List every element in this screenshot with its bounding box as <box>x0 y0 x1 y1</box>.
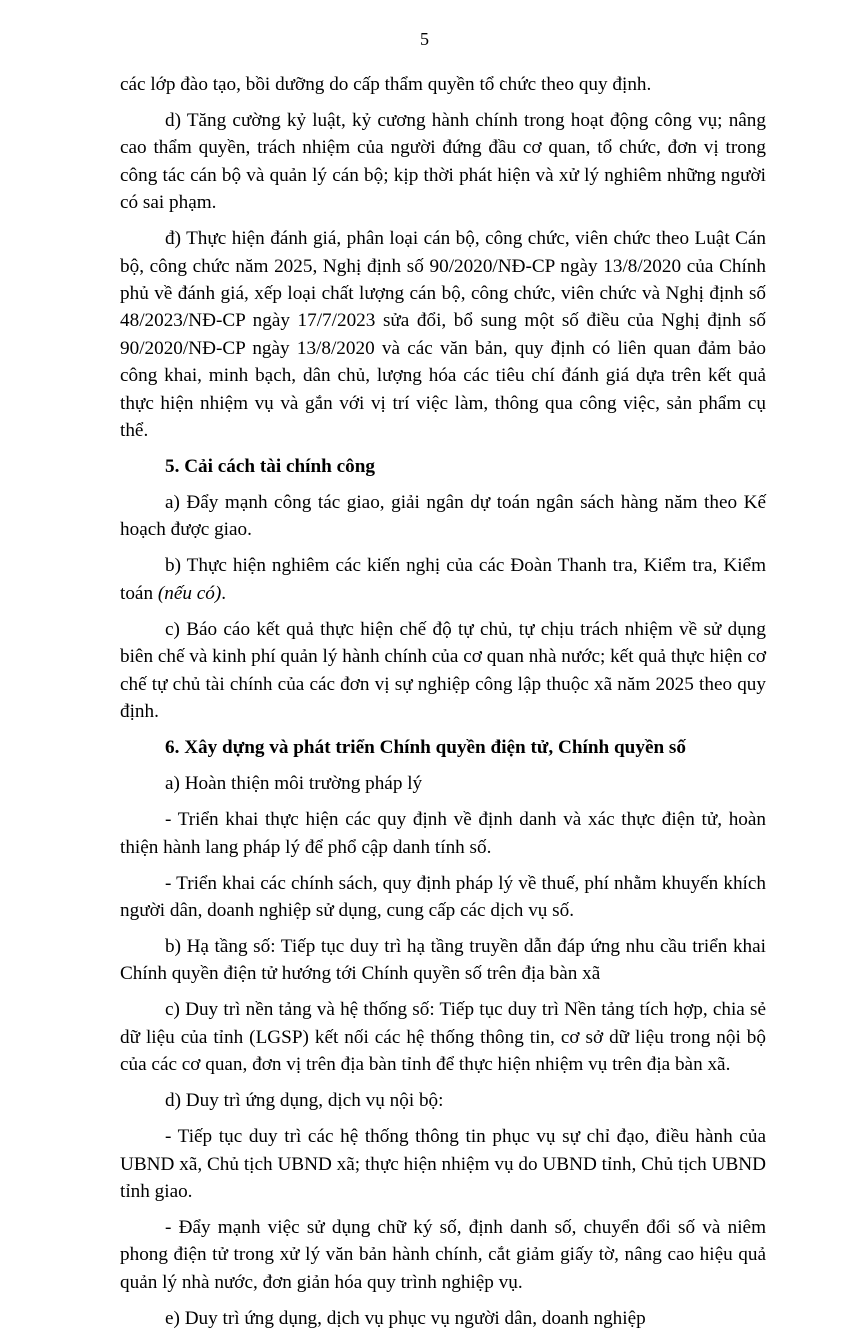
paragraph-continuation: các lớp đào tạo, bồi dưỡng do cấp thẩm quyền tổ chức theo quy định. <box>120 74 652 95</box>
document-body <box>120 71 766 1341</box>
paragraph-6d-bullet-1: - Tiếp tục duy trì các hệ thống thông tin phục vụ sự chỉ đạo, điều hành của UBND xã, Chủ tịch UBND xã; thực hiện nhiệm vụ do UBND tỉnh, Chủ tịch UBND tỉnh giao. <box>120 1126 766 1202</box>
paragraph-6d-bullet-2: - Đẩy mạnh việc sử dụng chữ ký số, định danh số, chuyển đổi số và niêm phong điện tử trong xử lý văn bản hành chính, cắt giảm giấy tờ, nâng cao hiệu quả quản lý nhà nước, đơn giản hóa quy trình nghiệp vụ. <box>120 1216 766 1293</box>
paragraph-5c: c) Báo cáo kết quả thực hiện chế độ tự chủ, tự chịu trách nhiệm về sử dụng biên chế và kinh phí quản lý hành chính của cơ quan nhà nước; kết quả thực hiện cơ chế tự chủ tài chính của các đơn vị sự nghiệp công lập thuộc xã năm 2025 theo quy định. <box>120 618 766 723</box>
paragraph-6a-bullet-2: - Triển khai các chính sách, quy định pháp lý về thuế, phí nhằm khuyến khích người dân, doanh nghiệp sử dụng, cung cấp các dịch vụ số. <box>120 872 766 921</box>
paragraph-6e: e) Duy trì ứng dụng, dịch vụ phục vụ người dân, doanh nghiệp <box>165 1307 646 1329</box>
section-heading-6: 6. Xây dựng và phát triển Chính quyền điện tử, Chính quyền số <box>165 737 686 759</box>
paragraph-6a-bullet-1: - Triển khai thực hiện các quy định về định danh và xác thực điện tử, hoàn thiện hành lang pháp lý để phổ cập danh tính số. <box>120 809 766 858</box>
paragraph-item-dd: đ) Thực hiện đánh giá, phân loại cán bộ, công chức, viên chức theo Luật Cán bộ, công chức năm 2025, Nghị định số 90/2020/NĐ-CP ngày 13/8/2020 của Chính phủ về đánh giá, xếp loại chất lượng cán bộ, công chức, viên chức và Nghị định số 48/2023/NĐ-CP ngày 17/7/2023 sửa đổi, bổ sung một số điều của Nghị định số 90/2020/NĐ-CP ngày 13/8/2020 và các văn bản, quy định có liên quan đảm bảo công khai, minh bạch, dân chủ, lượng hóa các tiêu chí đánh giá dựa trên kết quả thực hiện nhiệm vụ và gắn với vị trí việc làm, thông qua công việc, sản phẩm cụ thể. <box>120 228 766 442</box>
paragraph-item-d: d) Tăng cường kỷ luật, kỷ cương hành chính trong hoạt động công vụ; nâng cao thẩm quyền, trách nhiệm của người đứng đầu cơ quan, tổ chức, đơn vị trong công tác cán bộ và quản lý cán bộ; kịp thời phát hiện và xử lý nghiêm những người có sai phạm. <box>120 110 766 214</box>
paragraph-6c: c) Duy trì nền tảng và hệ thống số: Tiếp tục duy trì Nền tảng tích hợp, chia sẻ dữ liệu của tỉnh (LGSP) kết nối các hệ thống thông tin, cơ sở dữ liệu trong nội bộ của các cơ quan, đơn vị trên địa bàn tỉnh để thực hiện nhiệm vụ trên địa bàn xã. <box>120 999 766 1076</box>
paragraph-6b: b) Hạ tầng số: Tiếp tục duy trì hạ tầng truyền dẫn đáp ứng nhu cầu triển khai Chính quyền điện tử hướng tới Chính quyền số trên địa bàn xã <box>120 935 766 985</box>
page-number: 5 <box>420 29 429 49</box>
paragraph-6d: d) Duy trì ứng dụng, dịch vụ nội bộ: <box>165 1090 444 1112</box>
paragraph-5b-suffix: . <box>221 582 227 604</box>
paragraph-6a: a) Hoàn thiện môi trường pháp lý <box>165 773 423 795</box>
paragraph-5b <box>120 552 766 607</box>
paragraph-5a: a) Đẩy mạnh công tác giao, giải ngân dự toán ngân sách hàng năm theo Kế hoạch được giao. <box>120 492 766 541</box>
paragraph-5b-italic-note: (nếu có) <box>157 582 222 604</box>
section-heading-5: 5. Cải cách tài chính công <box>165 456 376 478</box>
paragraph-5b-text: b) Thực hiện nghiêm các kiến nghị của các Đoàn Thanh tra, Kiểm tra, Kiểm toán <box>120 555 766 604</box>
